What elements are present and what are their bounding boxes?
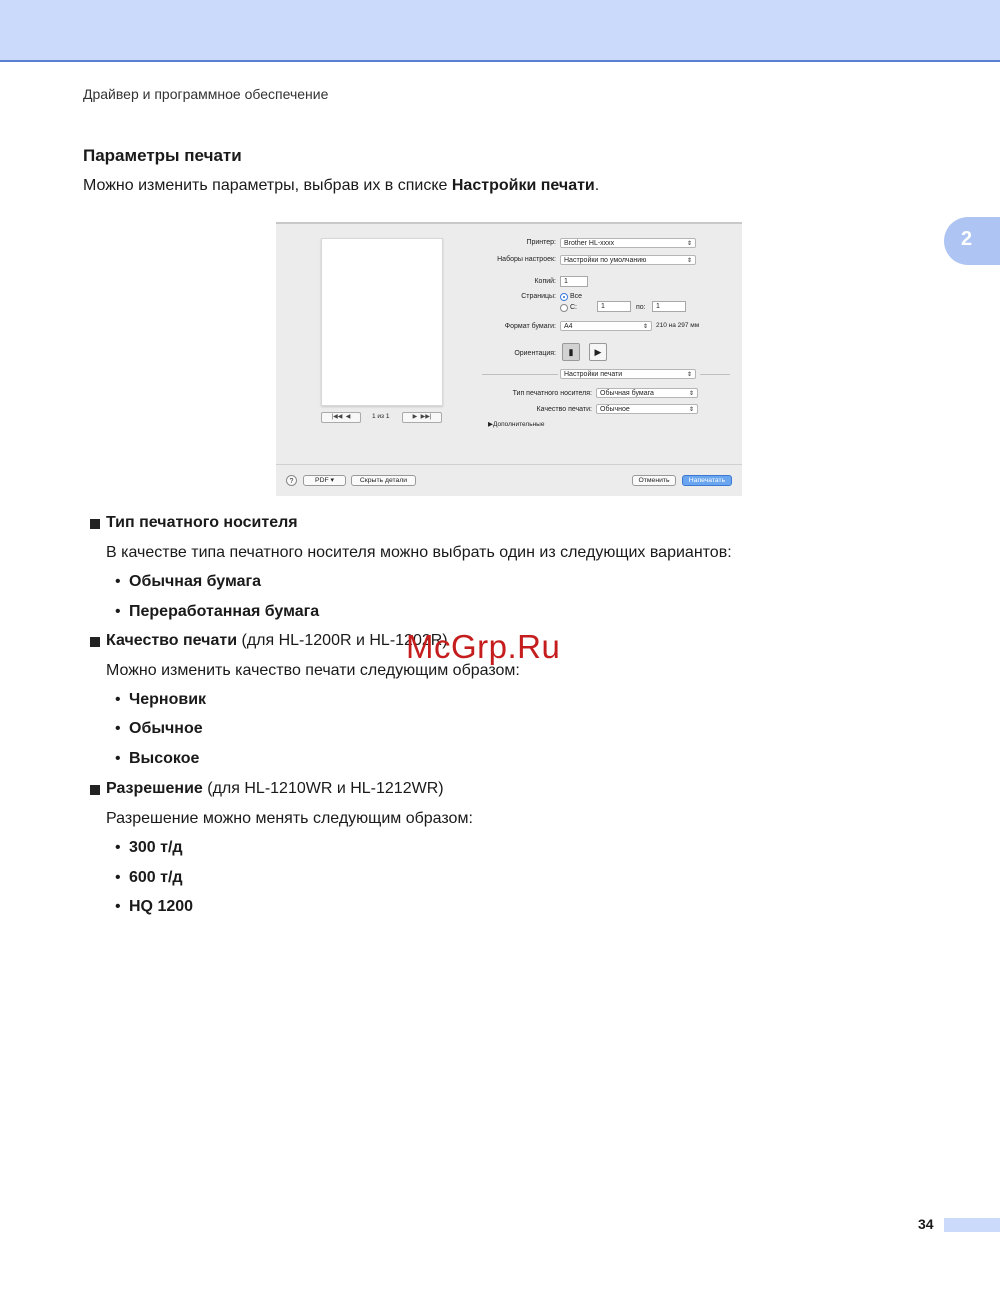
paper-size-text: 210 на 297 мм — [656, 322, 700, 329]
list-item: Обычное — [129, 720, 203, 737]
portrait-orientation-icon[interactable]: ▮ — [562, 343, 580, 361]
page-number: 34 — [918, 1216, 934, 1232]
divider-right — [700, 374, 730, 375]
pdf-menu-button[interactable]: PDF ▾ — [303, 475, 346, 486]
page-preview — [321, 238, 443, 406]
print-button[interactable]: Напечатать — [682, 475, 732, 486]
orientation-label: Ориентация: — [514, 350, 556, 357]
page-number-bar — [944, 1218, 1000, 1232]
media-label: Тип печатного носителя: — [512, 390, 592, 397]
copies-label: Копий: — [534, 278, 556, 285]
pages-to-input[interactable]: 1 — [652, 301, 686, 312]
list-item: 600 т/д — [129, 869, 183, 886]
section-description: Можно изменить качество печати следующим образом: — [106, 662, 520, 679]
pages-from-label: С: — [570, 304, 577, 311]
pane-select[interactable]: Настройки печати ⇕ — [560, 369, 696, 379]
intro-text: Можно изменить параметры, выбрав их в списке Настройки печати. — [83, 177, 600, 194]
list-item: Высокое — [129, 750, 200, 767]
media-select[interactable]: Обычная бумага ⇕ — [596, 388, 698, 398]
paper-label: Формат бумаги: — [504, 323, 556, 330]
landscape-orientation-icon[interactable]: ▶ — [589, 343, 607, 361]
printer-select[interactable]: Brother HL-xxxx ⇕ — [560, 238, 696, 248]
bullet-dot: • — [115, 898, 121, 915]
pages-range-radio[interactable] — [560, 304, 568, 312]
pages-all-radio[interactable] — [560, 293, 568, 301]
list-item: HQ 1200 — [129, 898, 194, 915]
bullet-dot: • — [115, 691, 121, 708]
header-bar — [0, 0, 1000, 62]
section-title: Параметры печати — [83, 146, 242, 165]
section-marker — [90, 519, 100, 529]
pager-next-last-buttons[interactable]: ▶ ▶▶| — [402, 412, 442, 423]
help-button[interactable]: ? — [286, 475, 297, 486]
bullet-dot: • — [115, 573, 121, 590]
section-marker — [90, 637, 100, 647]
pages-all-label: Все — [570, 293, 583, 300]
advanced-disclosure[interactable]: ▶Дополнительные — [488, 421, 545, 428]
chapter-number: 2 — [961, 228, 973, 250]
section-marker — [90, 785, 100, 795]
presets-select[interactable]: Настройки по умолчанию ⇕ — [560, 255, 696, 265]
list-item: 300 т/д — [129, 839, 183, 856]
quality-label: Качество печати: — [536, 406, 592, 413]
bullet-dot: • — [115, 750, 121, 767]
bottom-divider — [276, 464, 742, 465]
watermark: McGrp.Ru — [406, 628, 561, 665]
section-description: В качестве типа печатного носителя можно выбрать один из следующих вариантов: — [106, 544, 732, 561]
pages-to-label: по: — [636, 304, 646, 311]
section-heading: Разрешение (для HL-1210WR и HL-1212WR) — [106, 780, 444, 797]
pager-first-prev-buttons[interactable]: |◀◀ ◀ — [321, 412, 361, 423]
section-heading: Качество печати (для HL-1200R и HL-1202R) — [106, 632, 448, 649]
quality-select[interactable]: Обычное ⇕ — [596, 404, 698, 414]
section-description: Разрешение можно менять следующим образом: — [106, 810, 473, 827]
presets-label: Наборы настроек: — [497, 256, 556, 263]
paper-select[interactable]: A4 ⇕ — [560, 321, 652, 331]
list-item: Черновик — [129, 691, 207, 708]
bullet-dot: • — [115, 603, 121, 620]
divider-left — [482, 374, 558, 375]
print-dialog — [276, 222, 742, 496]
list-item: Обычная бумага — [129, 573, 262, 590]
bullet-dot: • — [115, 869, 121, 886]
pages-from-input[interactable]: 1 — [597, 301, 631, 312]
pages-label: Страницы: — [521, 293, 556, 300]
list-item: Переработанная бумага — [129, 603, 320, 620]
breadcrumb: Драйвер и программное обеспечение — [83, 86, 329, 102]
bullet-dot: • — [115, 720, 121, 737]
section-heading: Тип печатного носителя — [106, 514, 298, 531]
copies-input[interactable]: 1 — [560, 276, 588, 287]
hide-details-button[interactable]: Скрыть детали — [351, 475, 416, 486]
printer-label: Принтер: — [526, 239, 556, 246]
cancel-button[interactable]: Отменить — [632, 475, 676, 486]
bullet-dot: • — [115, 839, 121, 856]
pager-label: 1 из 1 — [372, 413, 390, 420]
